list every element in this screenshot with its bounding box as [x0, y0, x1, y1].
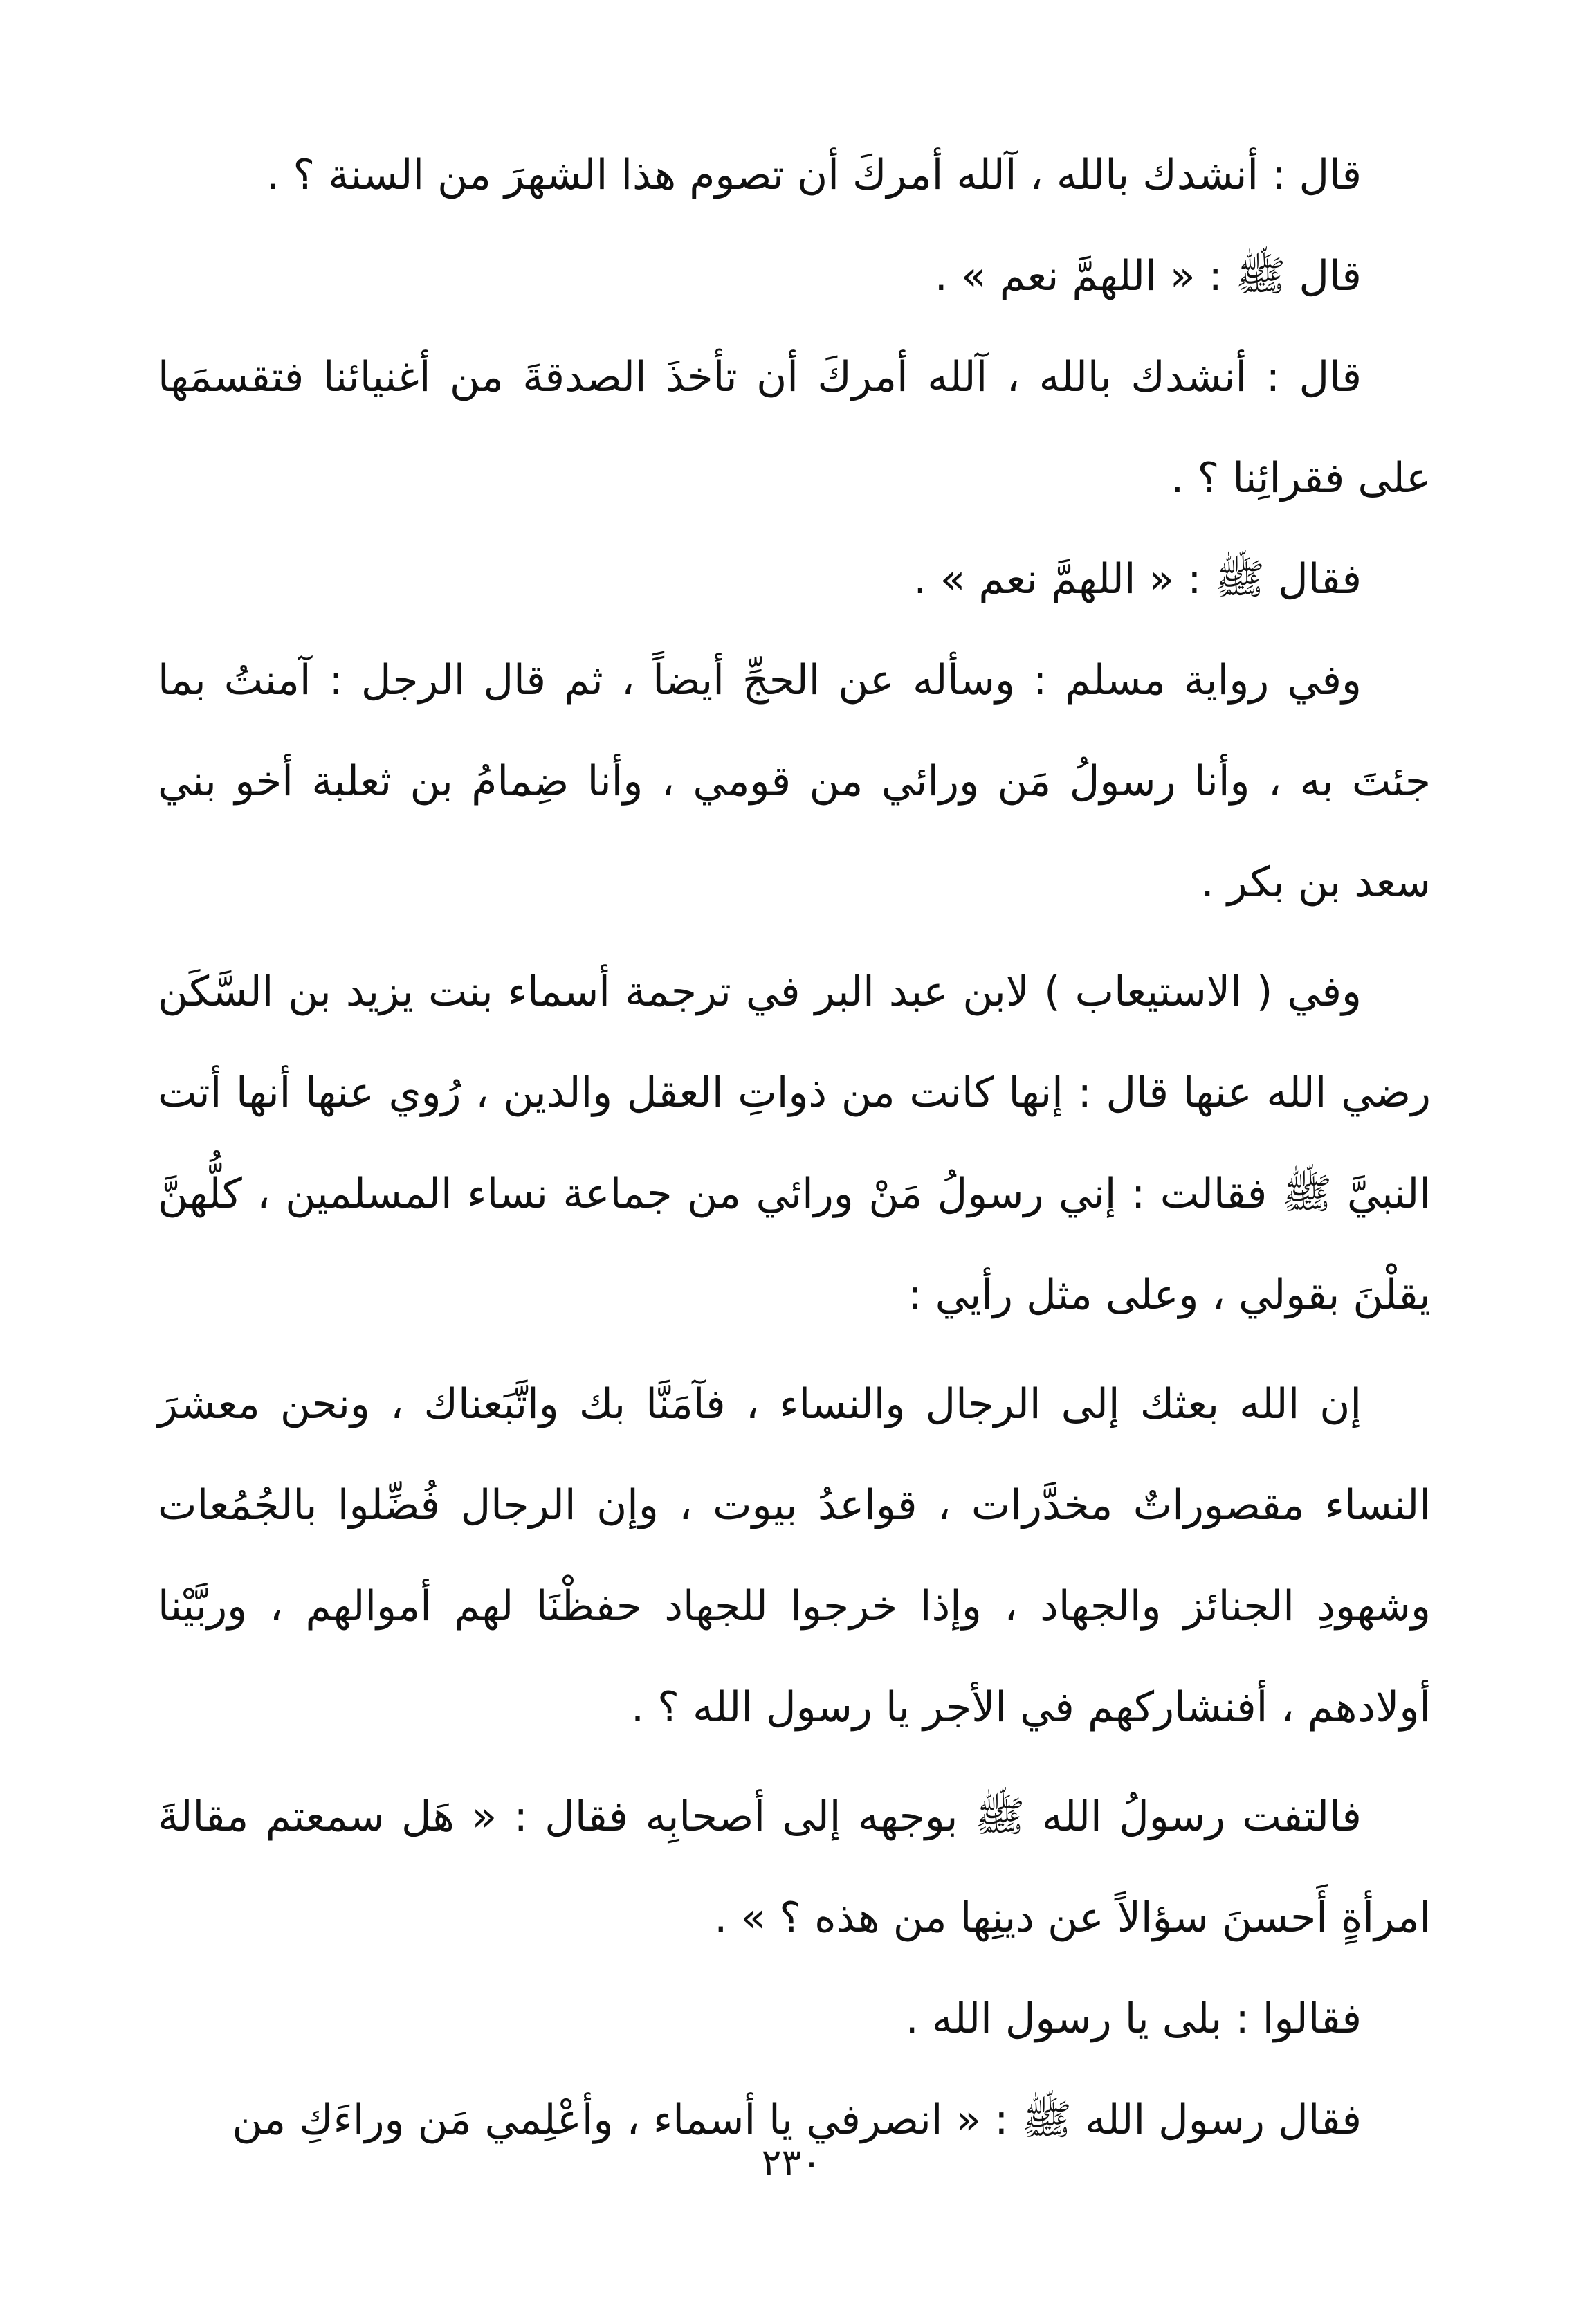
paragraph-10: فقال رسول الله ﷺ : « انصرفي يا أسماء ، وأعْلِمي مَن وراءَكِ من	[232, 2096, 1362, 2144]
page-number: ٢٣٠	[761, 2141, 822, 2184]
paragraph-9: فقالوا : بلى يا رسول الله .	[905, 1995, 1362, 2043]
paragraph-6: وفي ( الاستيعاب ) لابن عبد البر في ترجمة أسماء بنت يزيد بن السَّكَن رضي الله عنها قال : إنها كانت من ذواتِ العقل والدين ، رُوي عنها أنها أتت النبيَّ ﷺ فقالت : إني رسولُ مَنْ ورائي من جماعة نساء المسلمين ، كلُّهنَّ يقلْنَ بقولي ، وعلى مثل رأيي :	[158, 968, 1431, 1319]
body-text	[158, 125, 1431, 2170]
paragraph-1: قال : أنشدك بالله ، آلله أمركَ أن تصوم هذا الشهرَ من السنة ؟ .	[266, 151, 1362, 199]
paragraph-3: قال : أنشدك بالله ، آلله أمركَ أن تأخذَ الصدقةَ من أغنيائنا فتقسمَها على فقرائِنا ؟ .	[158, 353, 1431, 502]
paragraph-4: فقال ﷺ : « اللهمَّ نعم » .	[913, 555, 1362, 603]
paragraph-2: قال ﷺ : « اللهمَّ نعم » .	[934, 252, 1362, 300]
paragraph-7: إن الله بعثك إلى الرجال والنساء ، فآمَنَّا بك واتَّبَعناك ، ونحن معشرَ النساء مقصوراتٌ مخدَّرات ، قواعدُ بيوت ، وإن الرجال فُضِّلوا بالجُمُعات وشهودِ الجنائز والجهاد ، وإذا خرجوا للجهاد حفظْنَا لهم أموالهم ، وربَّيْنا أولادهم ، أفنشاركهم في الأجر يا رسول الله ؟ .	[158, 1380, 1431, 1732]
paragraph-5: وفي رواية مسلم : وسأله عن الحجِّ أيضاً ، ثم قال الرجل : آمنتُ بما جئتَ به ، وأنا رسولُ مَن ورائي من قومي ، وأنا ضِمامُ بن ثعلبة أخو بني سعد بن بكر .	[158, 656, 1431, 907]
paragraph-8: فالتفت رسولُ الله ﷺ بوجهه إلى أصحابِه فقال : « هَل سمعتم مقالةَ امرأةٍ أَحسنَ سؤالاً عن دينِها من هذه ؟ » .	[158, 1792, 1431, 1942]
